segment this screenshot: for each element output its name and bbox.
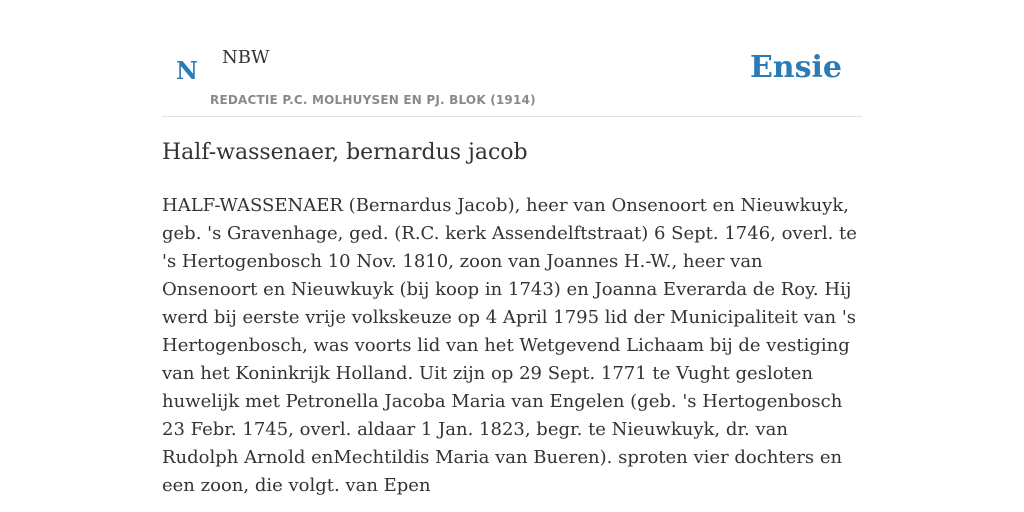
page-header — [162, 0, 862, 117]
entry-body: HALF-WASSENAER (Bernardus Jacob), heer van Onsenoort en Nieuwkuyk, geb. 's Gravenhage, ged. (R.C. kerk Assendelftstraat) 6 Sept. 1746, overl. te 's Hertogenbosch 10 Nov. 1810, zoon van Joannes H.-W., heer van Onsenoort en Nieuwkuyk (bij koop in 1743) en Joanna Everarda de Roy. Hij werd bij eerste vrije volkskeuze op 4 April 1795 lid der Municipaliteit van 's Hertogenbosch, was voorts lid van het Wetgevend Lichaam bij de vestiging van het Koninkrijk Holland. Uit zijn op 29 Sept. 1771 te Vught gesloten huwelijk met Petronella Jacoba Maria van Engelen (geb. 's Hertogenbosch 23 Febr. 1745, overl. aldaar 1 Jan. 1823, begr. te Nieuwkuyk, dr. van Rudolph Arnold enMechtildis Maria van Bueren). sproten vier dochters en een zoon, die volgt. van Epen — [162, 195, 857, 496]
publication-logo[interactable]: N — [176, 56, 198, 85]
ensie-logo[interactable]: Ensie — [749, 50, 842, 85]
publication-title[interactable]: NBW — [222, 47, 270, 68]
entry-title: Half-wassenaer, bernardus jacob — [162, 140, 528, 165]
publication-subtitle: REDACTIE P.C. MOLHUYSEN EN PJ. BLOK (1914) — [210, 93, 536, 107]
